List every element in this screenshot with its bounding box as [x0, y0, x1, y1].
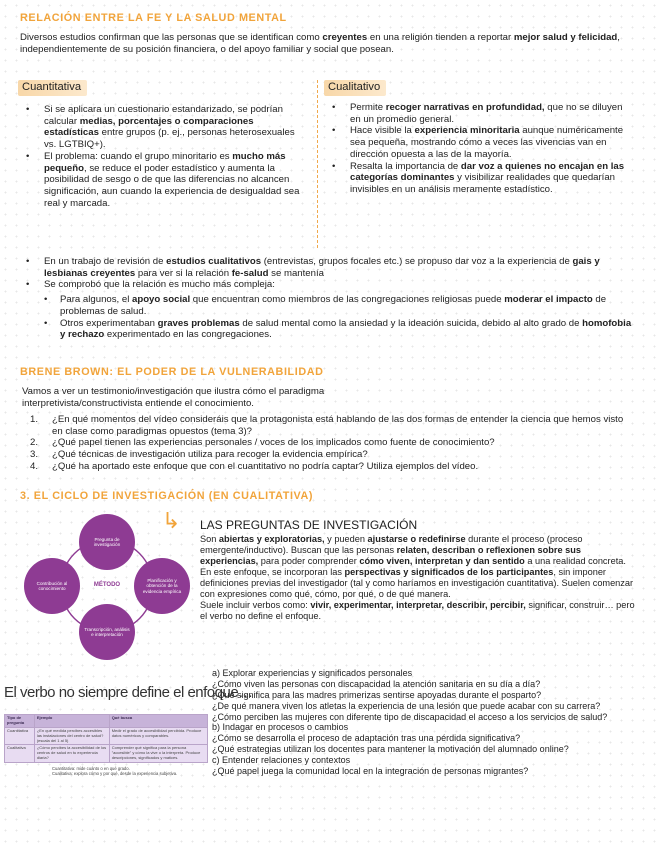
example-questions: a) Explorar experiencias y significados personales ¿Cómo viven las personas con discapacidad la atención sanitaria en su día a día? ¿Qué significa para las madres primerizas sentirse apoyadas durante el posparto? ¿De qué manera viven los atletas la experiencia de una lesión que puede acabar con su carrera? ¿Cómo perciben las mujeres con diferente tipo de discapacidad el acceso a los servicios de salud? b) Indagar en procesos o cambios ¿Cómo se desarrolla el proceso de adaptación tras una pérdida significativa? ¿Qué estrategias utilizan los docentes para mantener la motivación del alumnado online? c) Entender relaciones y contextos ¿Qué papel juega la comunidad local en la integración de personas migrantes? — [212, 668, 608, 776]
cycle-step-contribution: Contribución al conocimiento — [24, 558, 80, 614]
list-item: 2. ¿Qué papel tienen las experiencias personales / voces de los implicados como fuente de conocimiento? — [30, 437, 495, 449]
cycle-center-label: MÉTODO — [93, 582, 121, 588]
section1-intro: Diversos estudios confirman que las personas que se identifican como creyentes en una religión tienden a reportar mejor salud y felicidad, independientemente de su posición financiera, o del apoyo familiar y social que posean. — [20, 32, 620, 55]
list-item: • En un trabajo de revisión de estudios cualitativos (entrevistas, grupos focales etc.) se propuso dar voz a la experiencia de gais y lesbianas creyentes para ver si la relación fe-salud se mantenía — [20, 256, 634, 279]
list-item: 4. ¿Qué ha aportado este enfoque que con el cuantitativo no podría captar? Utiliza ejemplos del vídeo. — [30, 460, 479, 472]
table-row: Cualitativa ¿Cómo percibes la accesibilidad de los centros de salud en tu experiencia diaria? Comprender qué significa para la persona "accesible" y cómo la vive o la interpreta. Produce descripciones, significados y matices. — [5, 745, 208, 763]
cycle-step-analysis: Transcripción, análisis e interpretación — [79, 604, 135, 660]
list-item: 3. ¿Qué técnicas de investigación utiliza para recoger la evidencia empírica? — [30, 449, 368, 461]
section2-title: BRENE BROWN: EL PODER DE LA VULNERABILIDAD — [20, 366, 324, 378]
column-divider — [317, 80, 318, 248]
table-row: Cuantitativa ¿En qué medida percibes accesibles las instalaciones del centro de salud? (escala del 1 al 5) Medir el grado de accesibilidad percibida. Produce datos numéricos y comparables. — [5, 727, 208, 745]
sub-list-item: • Para algunos, el apoyo social que encuentran como miembros de las congregaciones religiosas puede moderar el impacto de problemas de salud. — [20, 294, 634, 317]
sub-list-item: • Otros experimentaban graves problemas de salud mental como la ansiedad y la ideación suicida, debido al alto grado de homofobia y rechazo experimentado en las congregaciones. — [20, 318, 634, 341]
quant-heading: Cuantitativa — [18, 80, 87, 96]
qual-heading: Cualitativo — [324, 80, 386, 96]
table-footnote: Cuantitativa: mide cuánto o en qué grado. Cualitativa: explora cómo y por qué, desde la experiencia subjetiva. — [52, 766, 178, 777]
section2-intro: Vamos a ver un testimonio/investigación que ilustra cómo el paradigma interpretivista/constructivista entiende el conocimiento. — [22, 386, 325, 409]
verb-heading: El verbo no siempre define el enfoque… — [4, 684, 253, 701]
comparison-table: Tipo de pregunta Ejemplo Qué busca Cuantitativa ¿En qué medida percibes accesibles las instalaciones del centro de salud? (escala del 1 al 5) Medir el grado de accesibilidad percibida. Produce datos numéricos y comparables. Cualitativa ¿Cómo percibes la accesibilidad de los centros de salud en tu experiencia diaria? Comprender qué significa para la persona "accesible" y cómo la vive o la interpreta. Produce descripciones, significados y matices. — [4, 714, 208, 763]
comparison-table-image — [4, 714, 208, 776]
study-list — [20, 256, 634, 341]
research-cycle-diagram — [22, 516, 192, 658]
list-item: • Se comprobó que la relación es mucho más compleja: — [20, 279, 634, 291]
arrow-icon: ↳ — [162, 508, 181, 533]
quant-list — [20, 104, 302, 209]
list-item: 1. ¿En qué momentos del vídeo consideráis que la protagonista está hablando de las dos formas de entender la ciencia que hemos visto en clase como paradigmas opuestos (tema 3)? — [30, 414, 624, 437]
section3-title: 3. EL CICLO DE INVESTIGACIÓN (EN CUALITATIVA) — [20, 490, 314, 502]
cycle-step-question: Pregunta de investigación — [79, 514, 135, 570]
list-item: • Permite recoger narrativas en profundidad, que no se diluyen en un promedio general. — [326, 102, 632, 125]
list-item: • Resalta la importancia de dar voz a quienes no encajan en las categorías dominantes y visibilizar realidades que quedarían invisibles en un análisis meramente estadístico. — [326, 161, 632, 196]
cycle-step-planning: Planificación y obtención de la evidencia empírica — [134, 558, 190, 614]
research-questions-title: LAS PREGUNTAS DE INVESTIGACIÓN — [200, 518, 418, 532]
question-list — [22, 414, 634, 473]
list-item: • Si se aplicara un cuestionario estandarizado, se podrían calcular medias, porcentajes o comparaciones estadísticas entre grupos (p. ej., personas heterosexuales vs. LGTBIQ+). — [20, 104, 302, 151]
list-item: • El problema: cuando el grupo minoritario es mucho más pequeño, se reduce el poder estadístico y aumenta la posibilidad de sesgo o de que las diferencias no alcancen significación, aun cuando la experiencia de desigualdad sea real y marcada. — [20, 151, 302, 210]
research-questions-text: Son abiertas y exploratorias, y pueden ajustarse o redefinirse durante el proceso (proceso emergente/inductivo). Buscan que las personas relaten, describan o reflexionen sobre sus experiencias, para poder comprender cómo viven, interpretan y dan sentido a una realidad concreta. En este enfoque, se incorporan las perspectivas y significados de los participantes, sin imponer definiciones previas del investigador (tal y como haríamos en investigación cuantitativa). Suelen comenzar con expresiones como qué, cómo, por qué, o de qué manera. Suele incluir verbos como: vivir, experimentar, interpretar, describir, percibir, significar, construir… pero el verbo no define el enfoque. — [200, 534, 635, 622]
qual-list — [326, 102, 632, 196]
list-item: • Hace visible la experiencia minoritaria aunque numéricamente sea pequeña, mostrando cómo a veces las vivencias van en dirección opuesta a las de la mayoría. — [326, 125, 632, 160]
section1-title: RELACIÓN ENTRE LA FE Y LA SALUD MENTAL — [20, 12, 287, 24]
